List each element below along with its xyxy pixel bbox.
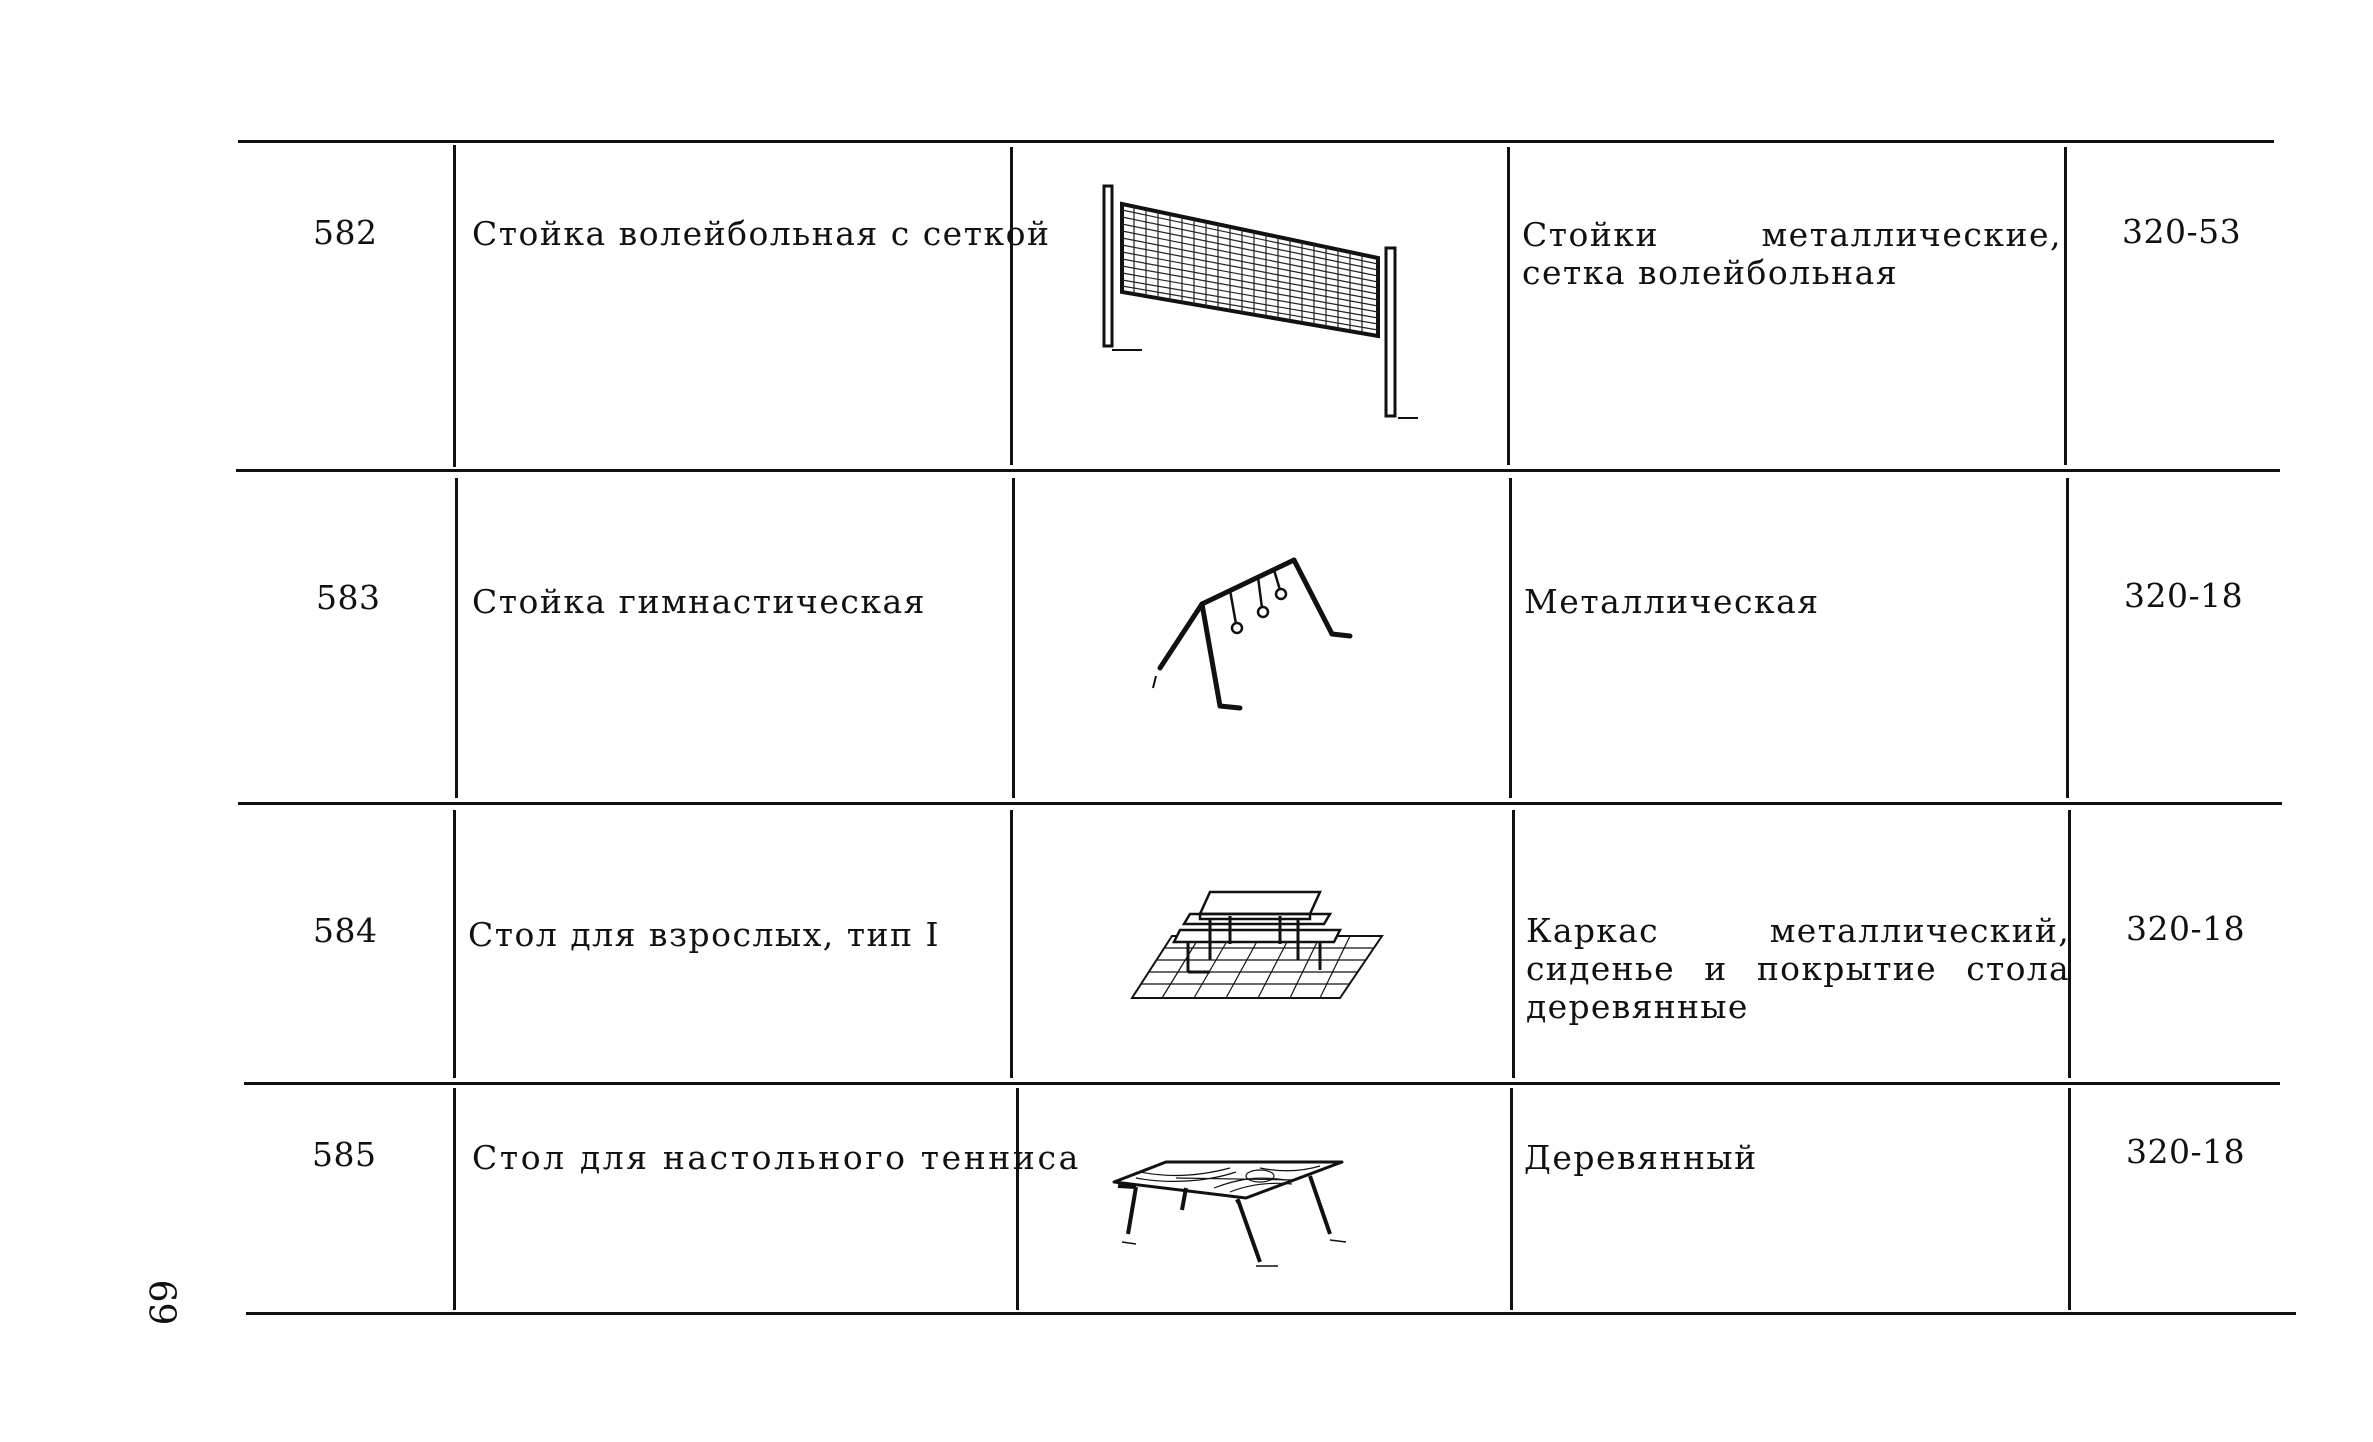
item-code: 320-18 [2126, 1132, 2246, 1171]
item-code: 320-18 [2126, 909, 2246, 948]
table-top-border [238, 140, 2274, 143]
item-number: 585 [312, 1135, 377, 1174]
item-code: 320-18 [2124, 576, 2244, 615]
row-divider [236, 469, 2280, 472]
column-divider [2064, 147, 2067, 465]
table-bottom-border [246, 1312, 2296, 1315]
column-divider [1510, 1088, 1513, 1310]
column-divider [2068, 1088, 2071, 1310]
item-material: Стойки металлические, сетка волейбольная [1522, 215, 2062, 292]
item-code: 320-53 [2122, 212, 2242, 251]
column-divider [1512, 810, 1515, 1078]
item-material: Каркас металлический, сиденье и покрытие стола деревянные [1526, 911, 2070, 1026]
item-name: Стол для взрослых, тип I [468, 915, 941, 954]
item-material: Металлическая [1524, 582, 1820, 621]
row-divider [238, 802, 2282, 805]
column-divider [1012, 478, 1015, 798]
item-name: Стойка гимнастическая [472, 582, 926, 621]
item-number: 582 [313, 213, 378, 252]
gymnastic-rings-stand-icon [1150, 548, 1370, 718]
column-divider [1010, 810, 1013, 1078]
table-tennis-table-icon [1110, 1158, 1350, 1268]
item-material: Деревянный [1524, 1138, 1758, 1177]
column-divider [1509, 478, 1512, 798]
column-divider [453, 145, 456, 467]
page-number: 69 [140, 1279, 182, 1326]
column-divider [453, 810, 456, 1078]
item-number: 584 [313, 911, 378, 950]
picnic-table-icon [1130, 884, 1390, 1004]
column-divider [1016, 1088, 1019, 1310]
column-divider [453, 1088, 456, 1310]
column-divider [455, 478, 458, 798]
item-number: 583 [316, 578, 381, 617]
row-divider [244, 1082, 2280, 1085]
item-name: Стойка волейбольная с сеткой [472, 214, 1051, 253]
column-divider [1010, 147, 1013, 465]
column-divider [1507, 147, 1510, 465]
column-divider [2066, 478, 2069, 798]
item-name: Стол для настольного тенниса [472, 1138, 1081, 1177]
volleyball-net-icon [1096, 186, 1416, 426]
